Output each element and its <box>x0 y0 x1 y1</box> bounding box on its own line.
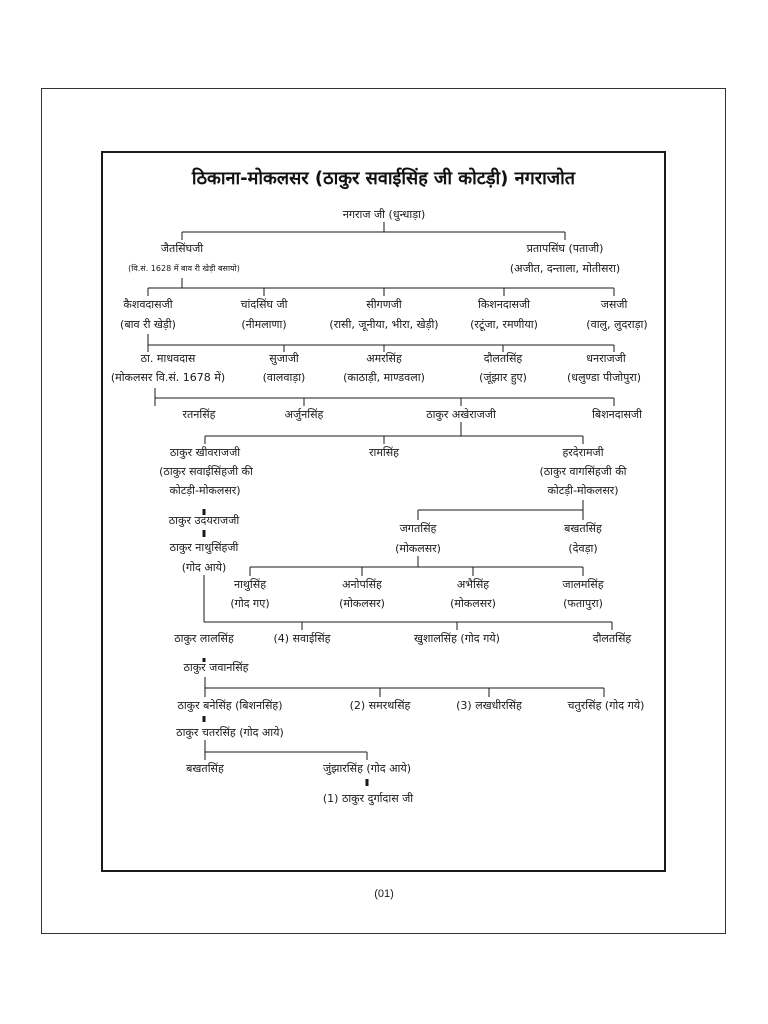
gen7-name: जालमसिंह <box>562 578 604 591</box>
gen1-jaitsingh-note: (वि.सं. 1628 में बाव री खेड़ी बसायो) <box>128 264 240 273</box>
bakhatsingh-dewda-place: (देवड़ा) <box>568 542 598 555</box>
gen2-place: (नीमलाणा) <box>241 318 287 331</box>
gen1-pratapsingh: प्रतापसिंघ (पताजी) <box>526 242 604 255</box>
gen3-place: (काठाड़ी, माण्डवला) <box>343 371 425 384</box>
gen3-name: दौलतसिंह <box>483 352 523 365</box>
javansingh: ठाकुर जवानसिंह <box>183 661 249 674</box>
gen4-name: रतनसिंह <box>182 408 216 421</box>
gen7-place: (गोद गए) <box>230 597 270 610</box>
gen4-name: बिशनदासजी <box>592 408 642 421</box>
gen3-place: (धलुण्डा पीजोपुरा) <box>567 371 641 384</box>
jagatsingh: जगतसिंह <box>399 522 437 535</box>
gen5-hardaram-note: (ठाकुर वागसिंहजी की <box>539 465 627 478</box>
gen3-name: धनराजजी <box>586 352 626 365</box>
gen3-place: (जूंझार हुए) <box>479 371 527 384</box>
gen7-place: (फतापुरा) <box>563 597 603 610</box>
bakhatsingh-dewda: बखतसिंह <box>564 522 602 535</box>
udayraj: ठाकुर उदयराजजी <box>168 514 240 527</box>
gen1-pratapsingh-note: (अजीत, दन्ताला, मोतीसरा) <box>509 262 621 275</box>
gen2-name: जसजी <box>600 298 628 311</box>
gen10-name: जुंझारसिंह (गोद आये) <box>322 762 412 775</box>
gen2-place: (रटूंजा, रमणीया) <box>470 318 538 331</box>
gen3-place: (वालवाड़ा) <box>262 371 306 384</box>
gen1-jaitsingh: जैतसिंघजी <box>160 242 204 255</box>
gen10-name: बखतसिंह <box>186 762 224 775</box>
jagatsingh-place: (मोकलसर) <box>395 542 441 555</box>
nathusingh-ji-note: (गोद आये) <box>181 561 227 574</box>
chatarsingh: ठाकुर चतरसिंह (गोद आये) <box>176 726 284 739</box>
gen8-name: ठाकुर लालसिंह <box>174 632 234 645</box>
gen7-name: अनोपसिंह <box>342 578 382 591</box>
gen9-name: ठाकुर बनेसिंह (बिशनसिंह) <box>177 699 283 712</box>
gen5-hardaram: हरदेरामजी <box>562 446 604 459</box>
root-ancestor: नगराज जी (धुन्धाड़ा) <box>342 208 426 221</box>
gen2-name: सीगणजी <box>366 298 402 311</box>
gen8-name: खुशालसिंह (गोद गये) <box>414 632 500 645</box>
gen2-name: चांदसिंघ जी <box>240 298 288 311</box>
gen8-name: दौलतसिंह <box>592 632 632 645</box>
gen7-place: (मोकलसर) <box>339 597 385 610</box>
gen3-place: (मोकलसर वि.सं. 1678 में) <box>110 371 226 384</box>
gen2-name: कैशवदासजी <box>123 298 173 311</box>
gen4-name: ठाकुर अखेराजजी <box>426 408 496 421</box>
gen5-ramsingh: रामसिंह <box>368 446 400 459</box>
gen5-hardaram-note2: कोटड़ी-मोकलसर) <box>547 484 619 497</box>
gen3-name: सुजाजी <box>269 352 299 365</box>
durgadas: (1) ठाकुर दुर्गादास जी <box>322 792 414 805</box>
gen8-name: (4) सवाईसिंह <box>273 632 331 645</box>
page-title: ठिकाना-मोकलसर (ठाकुर सवाईसिंह जी कोटड़ी) नगराजोत <box>191 168 576 189</box>
gen5-kheevraj-note: (ठाकुर सवाईसिंहजी की <box>159 465 253 478</box>
gen9-name: चतुरसिंह (गोद गये) <box>567 699 645 712</box>
nathusingh-ji: ठाकुर नाथुसिंहजी <box>169 541 239 554</box>
gen2-place: (वालु, लुदराड़ा) <box>586 318 648 331</box>
gen9-name: (2) समरथसिंह <box>349 699 411 712</box>
page-number: (01) <box>374 888 394 900</box>
gen7-name: नाथुसिंह <box>233 578 267 591</box>
gen4-name: अर्जुनसिंह <box>284 408 324 421</box>
gen2-name: किशनदासजी <box>477 298 531 311</box>
gen7-place: (मोकलसर) <box>450 597 496 610</box>
gen5-kheevraj-note2: कोटड़ी-मोकलसर) <box>169 484 241 497</box>
gen2-place: (रासी, जूनीया, भीरा, खेड़ी) <box>329 318 439 331</box>
gen9-name: (3) लखधीरसिंह <box>456 699 522 712</box>
gen2-place: (बाव री खेड़ी) <box>120 318 176 331</box>
gen3-name: अमरसिंह <box>366 352 402 365</box>
gen5-kheevraj: ठाकुर खीवराजजी <box>169 446 241 459</box>
gen3-name: ठा. माधवदास <box>140 352 196 365</box>
gen7-name: अभैसिंह <box>456 578 490 591</box>
